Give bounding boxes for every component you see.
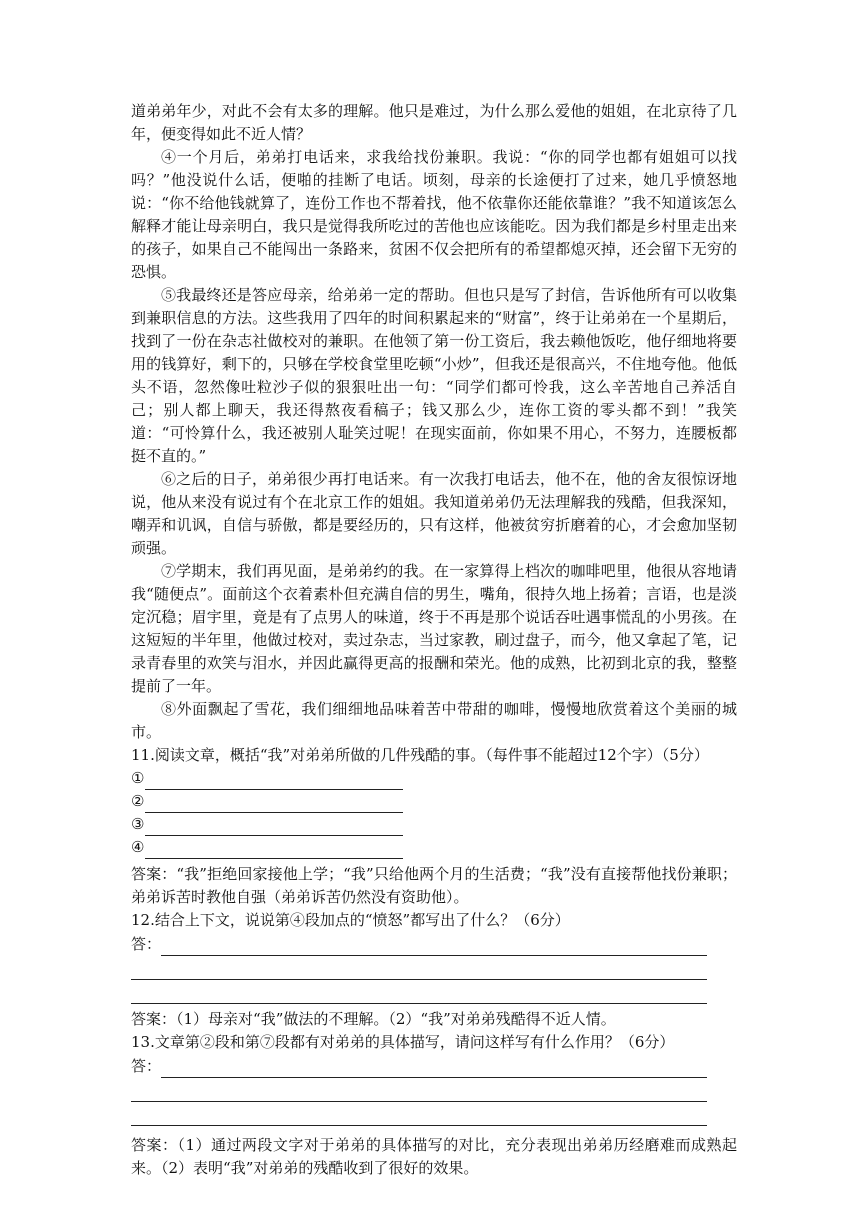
question-12: 12.结合上下文，说说第④段加点的“愤怒”都写出了什么？（6分）	[131, 911, 570, 929]
q13-answer-prefix: 答：	[131, 1057, 162, 1075]
q11-answer: 答案：“我”拒绝回家接他上学；“我”只给他两个月的生活费；“我”没有直接帮他找份兼职；弟弟诉苦时教他自强（弟弟诉苦仍然没有资助他）。	[131, 865, 737, 906]
q11-blank[interactable]	[145, 796, 403, 813]
paragraph-4: ④一个月后，弟弟打电话来，求我给找份兼职。我说：“你的同学也都有姐姐可以找吗？”他没说什么话，便啪的挂断了电话。顷刻，母亲的长途便打了过来，她几乎愤怒地说：“你不给他钱就算了，连份工作也不帮着找，他不依靠你还能依靠谁？”我不知道该怎么解释才能让母亲明白，我只是觉得我所吃过的苦他也应该能吃。因为我们都是乡村里走出来的孩子，如果自己不能闯出一条路来，贫困不仅会把所有的希望都熄灭掉，还会留下无穷的恐惧。	[131, 148, 737, 281]
q11-answer-line-1[interactable]	[131, 767, 737, 790]
q11-blank[interactable]	[145, 773, 403, 790]
q11-item-number: ④	[131, 838, 145, 856]
paragraph-6: ⑥之后的日子，弟弟很少再打电话来。有一次我打电话去，他不在，他的舍友很惊讶地说，他从来没有说过有个在北京工作的姐姐。我知道弟弟仍无法理解我的残酷，但我深知，嘲弄和讥讽，自信与骄傲，都是要经历的，只有这样，他被贫穷折磨着的心，才会愈加坚韧顽强。	[131, 470, 737, 557]
question-13: 13.文章第②段和第⑦段都有对弟弟的具体描写，请问这样写有什么作用？（6分）	[131, 1033, 675, 1051]
paragraph-continued: 道弟弟年少，对此不会有太多的理解。他只是难过，为什么那么爱他的姐姐，在北京待了几年，便变得如此不近人情？	[131, 102, 737, 143]
q12-answer: 答案：（1）母亲对“我”做法的不理解。（2）“我”对弟弟残酷得不近人情。	[131, 1010, 616, 1028]
document-content	[131, 100, 737, 1180]
q11-answer-line-2[interactable]	[131, 790, 737, 813]
q11-item-number: ②	[131, 792, 145, 810]
q13-answer: 答案：（1）通过两段文字对于弟弟的具体描写的对比，充分表现出弟弟历经磨难而成熟起来。（2）表明“我”对弟弟的残酷收到了很好的效果。	[131, 1136, 737, 1177]
q13-answer-line-2[interactable]	[131, 1078, 707, 1102]
paragraph-7: ⑦学期末，我们再见面，是弟弟约的我。在一家算得上档次的咖啡吧里，他很从容地请我“随便点”。面前这个衣着素朴但充满自信的男生，嘴角，很持久地上扬着；言语，也是淡定沉稳；眉宇里，竟是有了点男人的味道，终于不再是那个说话吞吐遇事慌乱的小男孩。在这短短的半年里，他做过校对，卖过杂志，当过家教，刷过盘子，而今，他又拿起了笔，记录青春里的欢笑与泪水，并因此赢得更高的报酬和荣光。他的成熟，比初到北京的我，整整提前了一年。	[131, 562, 737, 695]
q12-answer-line-1[interactable]	[131, 932, 737, 956]
q11-blank[interactable]	[145, 842, 403, 859]
q12-blank[interactable]	[161, 939, 707, 956]
paragraph-8: ⑧外面飘起了雪花，我们细细地品味着苦中带甜的咖啡，慢慢地欣赏着这个美丽的城市。	[131, 700, 737, 741]
q12-answer-line-3[interactable]	[131, 980, 707, 1004]
q11-answer-line-3[interactable]	[131, 813, 737, 836]
q11-blank[interactable]	[145, 819, 403, 836]
question-11: 11.阅读文章，概括“我”对弟弟所做的几件残酷的事。（每件事不能超过12个字）（5分）	[131, 746, 709, 764]
q12-answer-line-2[interactable]	[131, 956, 707, 980]
q11-item-number: ③	[131, 815, 145, 833]
q12-answer-prefix: 答：	[131, 935, 162, 953]
paragraph-5: ⑤我最终还是答应母亲，给弟弟一定的帮助。但也只是写了封信，告诉他所有可以收集到兼职信息的方法。这些我用了四年的时间积累起来的“财富”，终于让弟弟在一个星期后，找到了一份在杂志社做校对的兼职。在他领了第一份工资后，我去赖他饭吃，他仔细地将要用的钱算好，剩下的，只够在学校食堂里吃顿“小炒”，但我还是很高兴，不住地夸他。他低头不语，忽然像吐粒沙子似的狠狠吐出一句：“同学们都可怜我，这么辛苦地自己养活自己；别人都上聊天，我还得熬夜看稿子；钱又那么少，连你工资的零头都不到！”我笑道：“可怜算什么，我还被别人耻笑过呢！在现实面前，你如果不用心，不努力，连腰板都挺不直的。”	[131, 286, 737, 465]
q13-answer-line-3[interactable]	[131, 1102, 707, 1126]
q13-blank[interactable]	[161, 1061, 707, 1078]
q11-item-number: ①	[131, 769, 145, 787]
q11-answer-line-4[interactable]	[131, 836, 737, 859]
q13-answer-line-1[interactable]	[131, 1054, 737, 1078]
